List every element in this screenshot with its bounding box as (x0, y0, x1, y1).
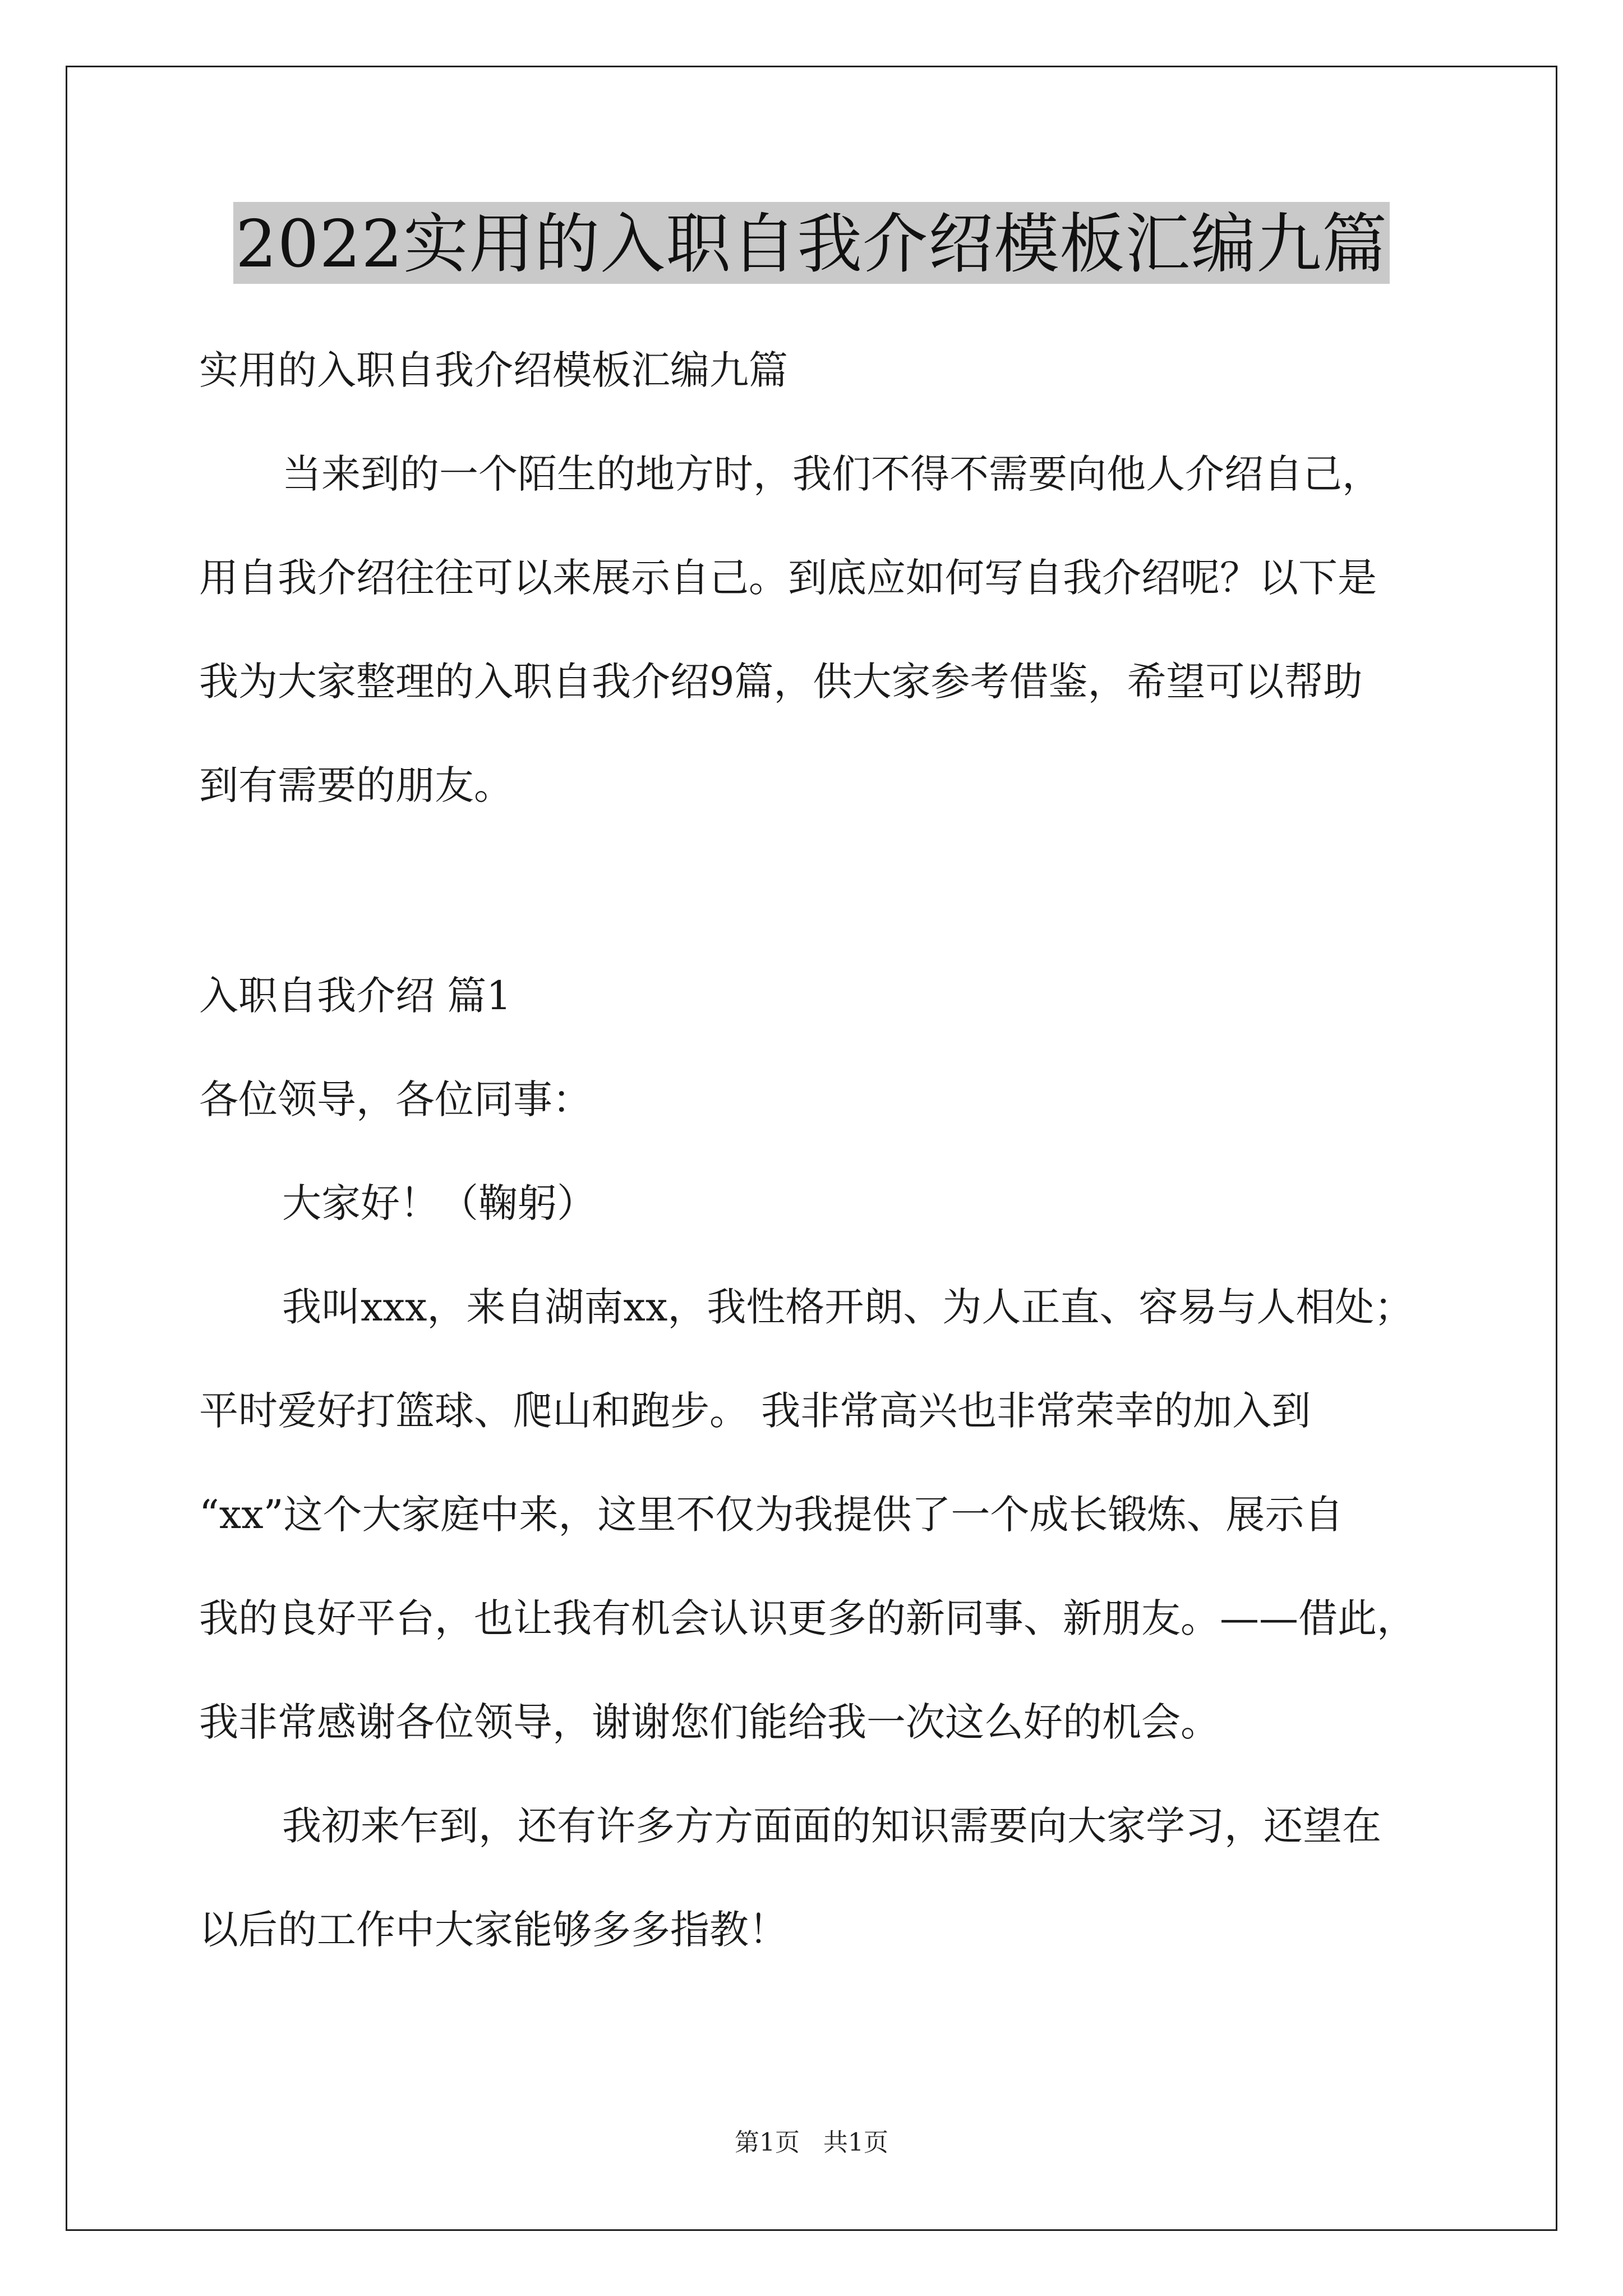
page-footer (0, 2126, 1623, 2160)
paragraph-line: “xx”这个大家庭中来，这里不仅为我提供了一个成长锻炼、展示自 (199, 1492, 1344, 1538)
paragraph-line: 大家好！（鞠躬） (282, 1180, 596, 1226)
paragraph-line: 平时爱好打篮球、爬山和跑步。 我非常高兴也非常荣幸的加入到 (199, 1388, 1311, 1434)
paragraph-line: 当来到的一个陌生的地方时，我们不得不需要向他人介绍自己， (282, 451, 1381, 497)
document-title: 2022实用的入职自我介绍模板汇编九篇 (233, 202, 1390, 284)
paragraph-line: 我的良好平台，也让我有机会认识更多的新同事、新朋友。——借此， (199, 1595, 1416, 1641)
paragraph-line: 我为大家整理的入职自我介绍9篇，供大家参考借鉴，希望可以帮助 (199, 659, 1363, 705)
title-container (0, 202, 1623, 284)
subtitle-line: 实用的入职自我介绍模板汇编九篇 (199, 347, 788, 393)
paragraph-line: 我叫xxx，来自湖南xx，我性格开朗、为人正直、容易与人相处； (282, 1284, 1414, 1330)
section-heading: 入职自我介绍 篇1 (199, 973, 511, 1019)
paragraph-line: 我非常感谢各位领导，谢谢您们能给我一次这么好的机会。 (199, 1699, 1220, 1745)
paragraph-line: 到有需要的朋友。 (199, 762, 513, 808)
paragraph-line: 用自我介绍往往可以来展示自己。到底应如何写自我介绍呢？以下是 (199, 555, 1377, 601)
greeting-line: 各位领导，各位同事： (199, 1076, 592, 1122)
page-number: 第1页 (735, 2128, 800, 2157)
paragraph-line: 以后的工作中大家能够多多指教！ (199, 1907, 788, 1953)
paragraph-line: 我初来乍到，还有许多方方面面的知识需要向大家学习，还望在 (282, 1803, 1381, 1849)
page-total: 共1页 (823, 2128, 888, 2157)
